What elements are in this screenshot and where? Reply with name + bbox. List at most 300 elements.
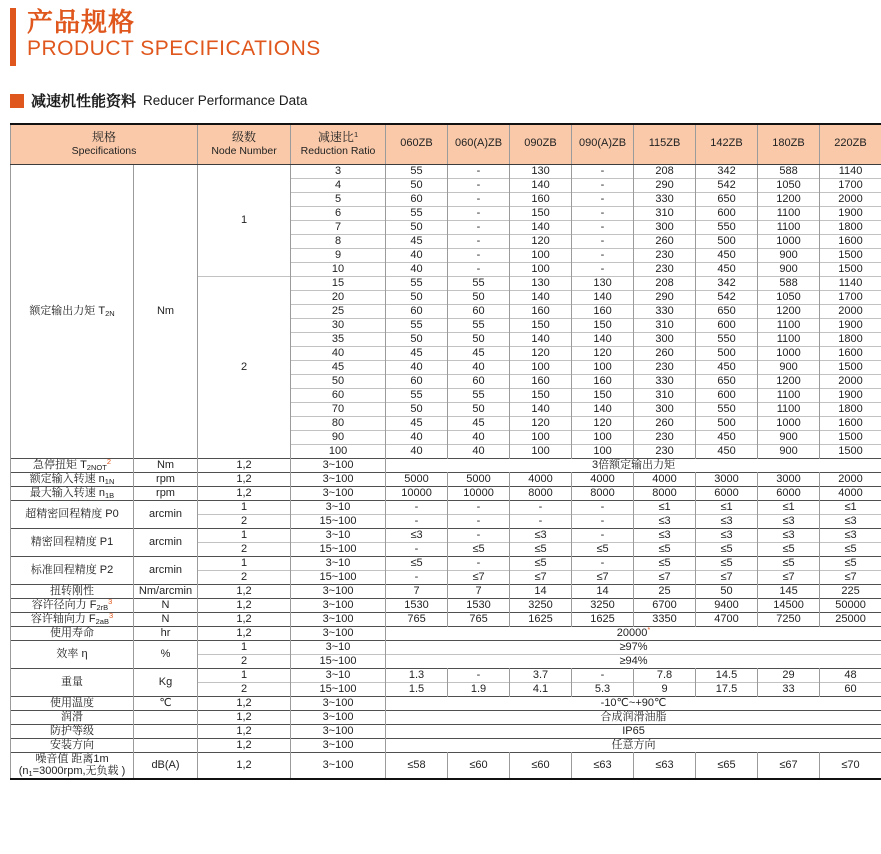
value-cell: ≤3: [696, 528, 758, 542]
value-cell: 450: [696, 248, 758, 262]
ratio-cell: 3~100: [291, 710, 386, 724]
value-cell: 8000: [510, 486, 572, 500]
row-label: 防护等级: [11, 724, 134, 738]
row-label: 使用寿命: [11, 626, 134, 640]
value-cell: 130: [510, 276, 572, 290]
value-cell: 208: [634, 164, 696, 178]
value-cell: 50: [386, 220, 448, 234]
ratio-cell: 35: [291, 332, 386, 346]
ratio-cell: 15: [291, 276, 386, 290]
value-cell: 1100: [758, 206, 820, 220]
value-cell: ≤3: [820, 528, 881, 542]
value-cell: -: [510, 514, 572, 528]
value-cell: 650: [696, 192, 758, 206]
row-label: 安装方向: [11, 738, 134, 752]
node-cell: 2: [198, 654, 291, 668]
section-title-zh: 减速机性能资料: [31, 93, 137, 110]
value-cell: ≤5: [510, 556, 572, 570]
value-cell: ≤1: [696, 500, 758, 514]
value-cell: ≤60: [510, 752, 572, 779]
value-cell: 55: [386, 388, 448, 402]
node-cell: 2: [198, 570, 291, 584]
value-cell: 160: [510, 192, 572, 206]
value-cell: 1800: [820, 402, 881, 416]
value-cell: 6000: [758, 486, 820, 500]
col-header-model: 142ZB: [696, 124, 758, 164]
value-cell: 145: [758, 584, 820, 598]
value-cell: 9400: [696, 598, 758, 612]
value-cell: 900: [758, 444, 820, 458]
value-cell: -: [572, 206, 634, 220]
value-cell: -: [448, 668, 510, 682]
value-cell: ≤7: [634, 570, 696, 584]
value-cell: ≤3: [386, 528, 448, 542]
value-cell: ≤1: [634, 500, 696, 514]
ratio-cell: 3~100: [291, 738, 386, 752]
value-cell: 260: [634, 346, 696, 360]
value-cell: 2000: [820, 374, 881, 388]
value-cell: ≤3: [634, 528, 696, 542]
value-cell: 8000: [572, 486, 634, 500]
merged-value-cell: 任意方向: [386, 738, 881, 752]
value-cell: ≤3: [820, 514, 881, 528]
value-cell: ≤3: [758, 528, 820, 542]
table-row: [11, 164, 881, 178]
value-cell: 3.7: [510, 668, 572, 682]
value-cell: 100: [510, 430, 572, 444]
row-label: 扭转刚性: [11, 584, 134, 598]
value-cell: 120: [510, 234, 572, 248]
value-cell: -: [448, 528, 510, 542]
value-cell: 588: [758, 276, 820, 290]
value-cell: ≤65: [696, 752, 758, 779]
value-cell: -: [572, 528, 634, 542]
value-cell: 3250: [510, 598, 572, 612]
value-cell: ≤63: [572, 752, 634, 779]
value-cell: 50000: [820, 598, 881, 612]
node-cell: 1,2: [198, 752, 291, 779]
value-cell: 150: [510, 206, 572, 220]
value-cell: 1100: [758, 402, 820, 416]
merged-value-cell: 3倍额定输出力矩: [386, 458, 881, 472]
value-cell: 450: [696, 262, 758, 276]
value-cell: 500: [696, 416, 758, 430]
ratio-cell: 45: [291, 360, 386, 374]
value-cell: 1500: [820, 430, 881, 444]
value-cell: 542: [696, 290, 758, 304]
value-cell: 50: [448, 402, 510, 416]
value-cell: 330: [634, 304, 696, 318]
value-cell: 50: [386, 332, 448, 346]
node-cell: 1: [198, 500, 291, 514]
row-label: 润滑: [11, 710, 134, 724]
merged-value-cell: 20000*: [386, 626, 881, 640]
row-label: 急停扭矩 $T_{2NOT}^2$: [11, 458, 134, 472]
table-row: [11, 598, 881, 612]
value-cell: ≤7: [572, 570, 634, 584]
ratio-cell: 3~100: [291, 584, 386, 598]
value-cell: -: [572, 164, 634, 178]
value-cell: -: [572, 556, 634, 570]
value-cell: 40: [386, 248, 448, 262]
value-cell: 50: [448, 332, 510, 346]
value-cell: 55: [386, 164, 448, 178]
value-cell: 5000: [448, 472, 510, 486]
value-cell: ≤67: [758, 752, 820, 779]
value-cell: 3250: [572, 598, 634, 612]
value-cell: 1000: [758, 234, 820, 248]
ratio-cell: 8: [291, 234, 386, 248]
value-cell: 1900: [820, 206, 881, 220]
value-cell: 50: [448, 290, 510, 304]
value-cell: ≤3: [634, 514, 696, 528]
value-cell: 9: [634, 682, 696, 696]
value-cell: ≤1: [820, 500, 881, 514]
value-cell: 1100: [758, 388, 820, 402]
value-cell: 50: [386, 290, 448, 304]
value-cell: 160: [572, 304, 634, 318]
value-cell: 310: [634, 206, 696, 220]
value-cell: 1200: [758, 374, 820, 388]
value-cell: ≤1: [758, 500, 820, 514]
value-cell: ≤60: [448, 752, 510, 779]
value-cell: 45: [448, 416, 510, 430]
ratio-cell: 50: [291, 374, 386, 388]
node-cell: 1,2: [198, 598, 291, 612]
value-cell: 100: [572, 430, 634, 444]
value-cell: 900: [758, 248, 820, 262]
node-cell: 1: [198, 164, 291, 276]
page-title-zh: 产品规格: [27, 7, 136, 37]
value-cell: -: [448, 248, 510, 262]
value-cell: -: [386, 542, 448, 556]
section-marker-icon: [10, 94, 24, 108]
value-cell: 150: [510, 388, 572, 402]
value-cell: 1200: [758, 192, 820, 206]
value-cell: 100: [510, 262, 572, 276]
row-label: 噪音值 距离1m ($n_1=3000rpm$,无负载 ): [11, 752, 134, 779]
value-cell: ≤5: [758, 556, 820, 570]
value-cell: -: [510, 500, 572, 514]
col-header-specifications: 规格 Specifications: [11, 124, 198, 164]
value-cell: 10000: [448, 486, 510, 500]
value-cell: 600: [696, 388, 758, 402]
ratio-cell: 10: [291, 262, 386, 276]
value-cell: 450: [696, 444, 758, 458]
value-cell: 17.5: [696, 682, 758, 696]
value-cell: 7250: [758, 612, 820, 626]
col-header-model: 090(A)ZB: [572, 124, 634, 164]
value-cell: -: [448, 234, 510, 248]
value-cell: ≤3: [696, 514, 758, 528]
value-cell: 150: [510, 318, 572, 332]
col-header-model: 060ZB: [386, 124, 448, 164]
col-header-reduction-ratio: 减速比$^1$ Reduction Ratio: [291, 124, 386, 164]
value-cell: 5000: [386, 472, 448, 486]
value-cell: 1100: [758, 318, 820, 332]
value-cell: 1140: [820, 276, 881, 290]
merged-value-cell: ≥97%: [386, 640, 881, 654]
value-cell: 140: [510, 178, 572, 192]
value-cell: 8000: [634, 486, 696, 500]
value-cell: 1700: [820, 178, 881, 192]
value-cell: 48: [820, 668, 881, 682]
value-cell: 230: [634, 430, 696, 444]
row-label: 容许径向力 $F_{2rB}^3$: [11, 598, 134, 612]
value-cell: 33: [758, 682, 820, 696]
value-cell: 1500: [820, 262, 881, 276]
value-cell: 1500: [820, 360, 881, 374]
value-cell: 550: [696, 220, 758, 234]
value-cell: ≤5: [758, 542, 820, 556]
value-cell: 290: [634, 290, 696, 304]
table-row: [11, 752, 881, 779]
node-cell: 2: [198, 514, 291, 528]
ratio-cell: 4: [291, 178, 386, 192]
unit-cell: Nm/arcmin: [134, 584, 198, 598]
row-label: 标准回程精度 P2: [11, 556, 134, 584]
value-cell: 1625: [510, 612, 572, 626]
ratio-cell: 15~100: [291, 514, 386, 528]
value-cell: 1900: [820, 318, 881, 332]
value-cell: 40: [386, 430, 448, 444]
value-cell: 150: [572, 318, 634, 332]
value-cell: -: [572, 248, 634, 262]
value-cell: 900: [758, 262, 820, 276]
value-cell: 1530: [386, 598, 448, 612]
merged-value-cell: -10℃~+90℃: [386, 696, 881, 710]
value-cell: 1600: [820, 416, 881, 430]
ratio-cell: 70: [291, 402, 386, 416]
value-cell: 1200: [758, 304, 820, 318]
value-cell: 140: [510, 402, 572, 416]
value-cell: 7.8: [634, 668, 696, 682]
value-cell: -: [386, 570, 448, 584]
value-cell: 6000: [696, 486, 758, 500]
col-header-node-number: 级数 Node Number: [198, 124, 291, 164]
value-cell: 100: [572, 360, 634, 374]
value-cell: 1000: [758, 416, 820, 430]
value-cell: 100: [510, 360, 572, 374]
value-cell: ≤7: [820, 570, 881, 584]
value-cell: 160: [572, 374, 634, 388]
value-cell: 100: [510, 248, 572, 262]
col-header-model: 115ZB: [634, 124, 696, 164]
value-cell: 10000: [386, 486, 448, 500]
value-cell: 60: [386, 304, 448, 318]
value-cell: 60: [820, 682, 881, 696]
node-cell: 1,2: [198, 738, 291, 752]
unit-cell: arcmin: [134, 528, 198, 556]
value-cell: -: [448, 178, 510, 192]
value-cell: 45: [386, 346, 448, 360]
ratio-cell: 3~100: [291, 626, 386, 640]
value-cell: 1100: [758, 332, 820, 346]
value-cell: 120: [572, 416, 634, 430]
value-cell: 542: [696, 178, 758, 192]
value-cell: ≤7: [696, 570, 758, 584]
value-cell: 208: [634, 276, 696, 290]
value-cell: 4000: [510, 472, 572, 486]
value-cell: 2000: [820, 472, 881, 486]
row-label: 容许轴向力 $F_{2aB}^3$: [11, 612, 134, 626]
value-cell: 55: [386, 206, 448, 220]
ratio-cell: 3~10: [291, 528, 386, 542]
value-cell: 4.1: [510, 682, 572, 696]
value-cell: 7: [386, 584, 448, 598]
ratio-cell: 40: [291, 346, 386, 360]
value-cell: 1.9: [448, 682, 510, 696]
value-cell: 120: [572, 346, 634, 360]
node-cell: 1,2: [198, 458, 291, 472]
value-cell: 1530: [448, 598, 510, 612]
value-cell: 600: [696, 318, 758, 332]
value-cell: 600: [696, 206, 758, 220]
col-header-model: 180ZB: [758, 124, 820, 164]
value-cell: ≤5: [510, 542, 572, 556]
value-cell: 60: [386, 192, 448, 206]
value-cell: 550: [696, 402, 758, 416]
node-cell: 1,2: [198, 710, 291, 724]
value-cell: -: [572, 220, 634, 234]
value-cell: 1500: [820, 248, 881, 262]
value-cell: ≤5: [572, 542, 634, 556]
value-cell: -: [448, 500, 510, 514]
value-cell: 14.5: [696, 668, 758, 682]
node-cell: 1,2: [198, 724, 291, 738]
unit-cell: [134, 710, 198, 724]
ratio-cell: 3~100: [291, 752, 386, 779]
value-cell: 650: [696, 304, 758, 318]
value-cell: 140: [572, 402, 634, 416]
unit-cell: N: [134, 598, 198, 612]
value-cell: 330: [634, 374, 696, 388]
value-cell: 230: [634, 262, 696, 276]
value-cell: 260: [634, 234, 696, 248]
value-cell: 6700: [634, 598, 696, 612]
ratio-cell: 3: [291, 164, 386, 178]
value-cell: -: [448, 514, 510, 528]
value-cell: 45: [386, 234, 448, 248]
value-cell: ≤5: [820, 542, 881, 556]
value-cell: 3000: [696, 472, 758, 486]
ratio-cell: 6: [291, 206, 386, 220]
value-cell: 300: [634, 402, 696, 416]
ratio-cell: 60: [291, 388, 386, 402]
node-cell: 1,2: [198, 626, 291, 640]
table-row: [11, 612, 881, 626]
value-cell: 40: [448, 430, 510, 444]
value-cell: 140: [510, 290, 572, 304]
value-cell: 225: [820, 584, 881, 598]
value-cell: 900: [758, 430, 820, 444]
ratio-cell: 9: [291, 248, 386, 262]
table-row: [11, 668, 881, 682]
value-cell: 260: [634, 416, 696, 430]
value-cell: 40: [386, 360, 448, 374]
unit-cell: arcmin: [134, 556, 198, 584]
value-cell: 50: [386, 178, 448, 192]
value-cell: 40: [448, 360, 510, 374]
value-cell: 650: [696, 374, 758, 388]
table-row: [11, 528, 881, 542]
value-cell: 230: [634, 444, 696, 458]
ratio-cell: 15~100: [291, 542, 386, 556]
value-cell: 140: [572, 332, 634, 346]
node-cell: 2: [198, 682, 291, 696]
row-label: 重量: [11, 668, 134, 696]
value-cell: 342: [696, 276, 758, 290]
value-cell: 1900: [820, 388, 881, 402]
value-cell: 25: [634, 584, 696, 598]
value-cell: ≤58: [386, 752, 448, 779]
unit-cell: arcmin: [134, 500, 198, 528]
value-cell: 1050: [758, 178, 820, 192]
merged-value-cell: 合成润滑油脂: [386, 710, 881, 724]
node-cell: 2: [198, 542, 291, 556]
value-cell: 230: [634, 360, 696, 374]
value-cell: -: [572, 514, 634, 528]
value-cell: ≤7: [758, 570, 820, 584]
value-cell: 140: [572, 290, 634, 304]
node-cell: 1: [198, 528, 291, 542]
value-cell: 7: [448, 584, 510, 598]
value-cell: 25000: [820, 612, 881, 626]
ratio-cell: 20: [291, 290, 386, 304]
value-cell: 1140: [820, 164, 881, 178]
value-cell: 160: [510, 374, 572, 388]
ratio-cell: 3~100: [291, 724, 386, 738]
value-cell: 50: [386, 402, 448, 416]
value-cell: -: [386, 514, 448, 528]
ratio-cell: 80: [291, 416, 386, 430]
node-cell: 1: [198, 556, 291, 570]
row-label: 超精密回程精度 P0: [11, 500, 134, 528]
value-cell: ≤5: [634, 556, 696, 570]
value-cell: ≤5: [386, 556, 448, 570]
value-cell: 300: [634, 332, 696, 346]
value-cell: 55: [448, 276, 510, 290]
value-cell: 1050: [758, 290, 820, 304]
unit-cell: Kg: [134, 668, 198, 696]
value-cell: ≤5: [448, 542, 510, 556]
section-title-en: Reducer Performance Data: [143, 93, 308, 108]
value-cell: 14: [510, 584, 572, 598]
ratio-cell: 3~100: [291, 472, 386, 486]
value-cell: 1700: [820, 290, 881, 304]
value-cell: 3000: [758, 472, 820, 486]
node-cell: 1,2: [198, 486, 291, 500]
value-cell: 50: [696, 584, 758, 598]
ratio-cell: 15~100: [291, 654, 386, 668]
value-cell: 330: [634, 192, 696, 206]
node-cell: 1,2: [198, 584, 291, 598]
ratio-cell: 3~100: [291, 458, 386, 472]
unit-cell: [134, 738, 198, 752]
unit-cell: rpm: [134, 486, 198, 500]
row-label: 精密回程精度 P1: [11, 528, 134, 556]
page-header: [10, 8, 871, 66]
value-cell: ≤7: [510, 570, 572, 584]
value-cell: 45: [448, 346, 510, 360]
page-title-en: PRODUCT SPECIFICATIONS: [27, 36, 321, 60]
unit-cell: Nm: [134, 164, 198, 458]
value-cell: -: [572, 262, 634, 276]
value-cell: 1600: [820, 346, 881, 360]
node-cell: 2: [198, 276, 291, 458]
value-cell: ≤5: [696, 542, 758, 556]
value-cell: -: [448, 192, 510, 206]
